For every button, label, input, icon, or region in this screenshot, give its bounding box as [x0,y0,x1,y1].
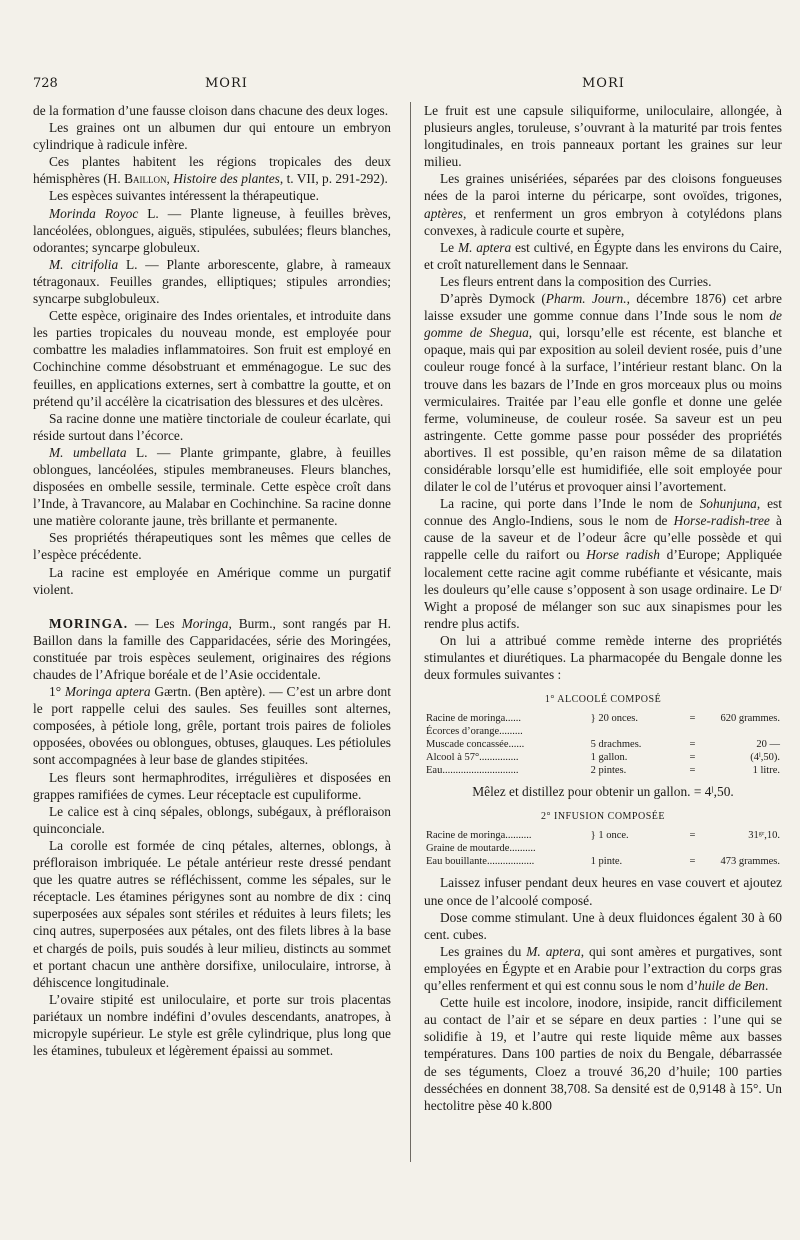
formula-cell-eq: = [689,752,696,764]
paragraph: Sa racine donne une matière tinctoriale de couleur écarlate, qui réside surtout dans l’écorce. [33,410,391,443]
formula-row [424,712,782,725]
paragraph: Les fleurs sont hermaphrodites, irrégulières et disposées en grappes ramifiées de cymes. Leur réceptacle est cupuliforme. [33,769,391,802]
paragraph: Les fleurs entrent dans la composition des Curries. [440,273,712,289]
paragraph: D’après Dymock (Pharm. Journ., décembre 1876) cet arbre laisse exsuder une gomme connue dans l’Inde sous le nom de gomme de Shegua, qui, lorsqu’elle est récente, est blanche et opaque, mais qui par exposition au soleil devient rosée, puis d’une couleur rouge foncé à la surface, l’intérieur restant blanc. On la trouve dans les bazars de l’Inde en gros morceaux plus ou moins vermiculaires. Traitée par l’eau elle gonfle et donne une gelée ferme, volumineuse, de couleur rosée. Sa saveur est un peu astringente. Cette gomme passe pour posséder des propriétés abortives. Il est possible, qu’en raison même de sa dilatation considérable lorsqu’elle est humidifiée, elle soit employée pour dilater le col de l’utérus et provoquer ainsi l’avortement. [424,291,782,495]
species-entry: M. umbellata L. — Plante grimpante, glabre, à feuilles oblongues, lancéolées, stipules membraneuses. Fleurs blanches, disposées en ombelle sessile, terminale. Cette espèce croît dans l’Inde, à Travancore, au Malabar en Cochinchine. Sa racine donne une matière colorante jaune, très brillante et permanente. [33,444,391,529]
formula-cell-eq: = [689,713,696,725]
formula-cell-eq: = [689,739,696,751]
formula-cell-qty: 5 drachmes. [590,739,642,751]
formula-table-2 [424,829,782,868]
paragraph: Les graines unisériées, séparées par des cloisons fongueuses nées de la paroi interne du péricarpe, sont ovoïdes, trigones, aptères, et renferment un gros embryon à cotylédons plans convexes, à radicule courte et supère, [424,171,782,238]
paragraph: Les graines du M. aptera, qui sont amères et purgatives, sont employées en Égypte et en Arabie pour l’extraction du corps gras qu’elles renferment et qui est connu sous le nom d’huile de Ben. [424,943,782,994]
formula-row [424,829,782,842]
species-entry: Morinda Royoc L. — Plante ligneuse, à feuilles brèves, lancéolées, oblongues, aiguës, stipulées, subulées; fleurs blanches, odorantes; syncarpe globuleux. [33,205,391,255]
paragraph: Ses propriétés thérapeutiques sont les mêmes que celles de l’espèce précédente. [33,530,391,563]
formula-cell-eq: = [689,830,696,842]
formula-cell-met [703,842,782,855]
formula-cell-met: 20 — [756,739,780,751]
formula-cell-ing: Muscade concassée...... [426,739,525,751]
formula-cell-met: 1 litre. [752,765,780,777]
formula-cell-qty: } 20 onces. [590,713,638,725]
paragraph: On lui a attribué comme remède interne des propriétés stimulantes et diurétiques. La pharmacopée du Bengale donne les deux formules suivantes : [424,632,782,683]
page-number: 728 [33,76,58,91]
formula-cell-met: 620 grammes. [720,713,780,725]
formula-row [424,764,782,777]
formula-row [424,725,782,738]
formula-cell-ing: Racine de moringa.......... [426,830,532,842]
paragraph: Laissez infuser pendant deux heures en vase couvert et ajoutez une once de l’alcoolé composé. [424,875,782,908]
formula-title: 2° INFUSION COMPOSÉE [540,811,665,823]
formula-cell-eq [682,725,703,738]
formula-instruction: Mêlez et distillez pour obtenir un gallon. = 4ˡ,50. [472,784,734,800]
formula-cell-ing: Racine de moringa...... [426,713,522,725]
formula-cell-ing: Écorces d’orange......... [426,726,523,738]
formula-cell-qty: 2 pintes. [590,765,627,777]
paragraph: Le fruit est une capsule siliquiforme, uniloculaire, allongée, à plusieurs angles, toruleuse, s’ouvrant à la maturité par trois fentes longitudinales, en trois panneaux portant les graines sur leur milieu. [424,103,782,170]
formula-cell-eq: = [689,856,696,868]
formula-cell-eq [682,842,703,855]
formula-cell-qty: 1 gallon. [590,752,628,764]
formula-row [424,855,782,868]
page-header [0,76,800,96]
formula-cell-ing: Graine de moutarde.......... [426,843,536,855]
running-head-left: MORI [205,76,248,91]
formula-cell-qty [589,725,682,738]
formula-cell-met: (4ˡ,50). [750,752,780,764]
formula-cell-met: 473 grammes. [720,856,780,868]
formula-cell-qty: 1 pinte. [590,856,623,868]
paragraph: 1° Moringa aptera Gærtn. (Ben aptère). — C’est un arbre dont le port rappelle celui des saules. Ses feuilles sont alternes, composées, à pétiole long, grêle, portant trois paires de folioles opposées, obovées ou oblongues, obtuses, glauques. Les pétiolules sont accompagnées à leur base de glandes stipitées. [33,684,391,768]
paragraph: Cette huile est incolore, inodore, insipide, rancit difficilement au contact de l’air et se sépare en deux parties : l’une qui se solidifie à 19, et l’autre qui reste liquide même aux basses températures. Dans 100 parties de noix du Bengale, débarrassée de ses téguments, Cloez a trouvé 36,20 d’huile; 100 parties desséchées en donnent 38,708. Sa densité est de 0,9148 à 15°. Un hectolitre pèse 40 k.800 [424,995,782,1113]
formula-cell-met [703,725,782,738]
paragraph: Dose comme stimulant. Une à deux fluidonces égalent 30 à 60 cent. cubes. [424,909,782,942]
paragraph: La corolle est formée de cinq pétales, alternes, oblongs, à préfloraison imbriquée. Le pétale antérieur reste dressé pendant que les quatre autres se réfléchissent, comme les sépales, sur le réceptacle. Les étamines périgynes sont au nombre de dix : cinq superposées aux sépales sont stériles et réduites à leurs filets; les cinq autres, superposées aux pétales, ont des filets libres à la base et chargés de poils, puis soudés à leur milieu, distincts au sommet et portant chacun une anthère dorsifixe, uniloculaire, introrse, à déhiscence longitudinale. [33,837,391,990]
formula-row [424,751,782,764]
formula-cell-ing: Alcool à 57°............... [426,752,519,764]
column-divider [410,102,411,1162]
book-title: Histoire des plantes [173,171,280,187]
formula-cell-ing: Eau............................. [426,765,519,777]
formula-title: 1° ALCOOLÉ COMPOSÉ [544,694,662,706]
species-entry: M. citrifolia L. — Plante arborescente, glabre, à rameaux tétragonaux. Feuilles grandes, elliptiques; stipules arrondies; syncarpe subglobuleux. [33,256,391,307]
right-column [424,102,782,1114]
paragraph: Les graines ont un albumen dur qui entoure un embryon cylindrique à radicule infère. [33,120,391,153]
paragraph: La racine, qui porte dans l’Inde le nom de Sohunjuna, est connue des Anglo-Indiens, sous le nom de Horse-radish-tree à cause de la saveur et de l’odeur âcre qu’elle possède et qui rappelle celle du raifort ou Horse radish d’Europe; Appliquée localement cette racine agit comme rubéfiante et vésicante, mais les douleurs qu’elle cause s’opposent à son usage ordinaire. Le Dʳ Wight a proposé de mélanger son suc aux sinapismes pour les rendre plus actifs. [424,496,782,631]
formula-cell-qty [589,842,682,855]
paragraph: Le calice est à cinq sépales, oblongs, subégaux, à préfloraison quinconciale. [33,803,391,836]
paragraph: de la formation d’une fausse cloison dans chacune des deux loges. [33,103,389,118]
formula-cell-ing: Eau bouillante.................. [426,856,535,868]
formula-row [424,738,782,751]
entry-headword: MORINGA. [49,615,129,631]
paragraph: Cette espèce, originaire des Indes orientales, et introduite dans les parties tropicales du nouveau monde, est employée pour combattre les maladies inflammatoires. Son fruit est employé en Cochinchine comme désobstruant et emménagogue. Le suc des feuilles, en applications externes, sert à combattre la goutte, et on prétend qu’il accélère la cicatrisation des blessures et des ulcères. [33,308,391,409]
entry-moringa: MORINGA. — Les Moringa, Burm., sont rangés par H. Baillon dans la famille des Capparidacées, série des Moringées, constituée par trois espèces seulement, originaires des régions chaudes de l’Afrique boréale et de l’Asie occidentale. [33,615,391,682]
author-name: Baillon [124,171,167,187]
formula-cell-qty: } 1 once. [590,830,629,842]
paragraph: L’ovaire stipité est uniloculaire, et porte sur trois placentas pariétaux un nombre indéfini d’ovules descendants, anatropes, à micropyle supérieur. Le style est grêle cylindrique, plus long que les étamines, tubuleux et légèrement épaissi au sommet. [33,991,391,1059]
paragraph: La racine est employée en Amérique comme un purgatif violent. [33,564,391,597]
formula-row [424,842,782,855]
paragraph: Les espèces suivantes intéressent la thérapeutique. [49,188,319,204]
formula-cell-met: 31ᵍʳ,10. [748,830,780,842]
paragraph: Le M. aptera est cultivé, en Égypte dans les environs du Caire, et croît naturellement dans le Sennaar. [424,239,782,272]
running-head-right: MORI [582,76,625,91]
paragraph: Ces plantes habitent les régions tropicales des deux hémisphères (H. Baillon, Histoire des plantes, t. VII, p. 291-292). [33,154,391,187]
formula-cell-eq: = [689,765,696,777]
formula-table-1 [424,712,782,777]
left-column [33,102,391,1059]
